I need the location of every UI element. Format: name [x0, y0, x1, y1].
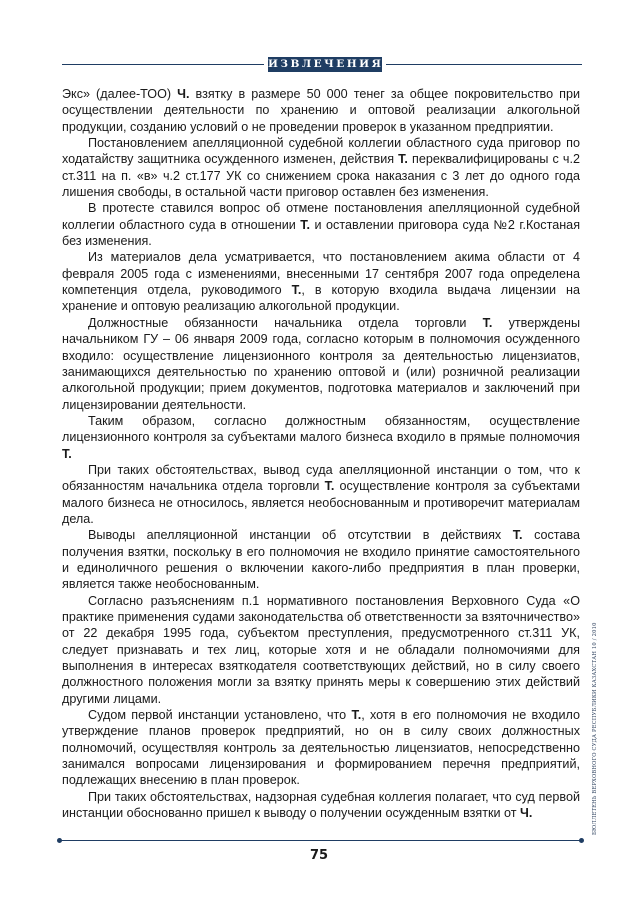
- paragraph-text: Из материалов дела усматривается, что постановлением акима области от 4 февраля 2005 года с изменениями, внесенными 17 сентября 2007 года определена компетенция отдела, руководимого: [62, 250, 580, 298]
- paragraph-text: В протесте ставился вопрос об отмене постановления апелляционной судебной коллегии областного суда в отношении: [62, 201, 580, 232]
- paragraph-text: При таких обстоятельствах, вывод суда апелляционной инстанции о том, что к обязанностям начальника отдела торговли: [62, 462, 580, 494]
- bold-name-initial: Т.: [300, 217, 311, 232]
- header-rule-left: [62, 64, 264, 65]
- paragraph-text: Выводы апелляционной инстанции об отсутствии в действиях: [88, 528, 513, 543]
- paragraph-text: состава получения взятки, поскольку в его полномочия не входило принятие самостоятельного и единоличного решения о включении какого-либо предприятия в план проверки, является также необоснованным.: [62, 528, 580, 592]
- paragraph-text: Экс» (далее-ТОО): [62, 87, 178, 101]
- paragraph: [62, 789, 580, 822]
- paragraph-text: осуществление контроля за субъектами малого бизнеса не относилось, является необоснованным и противоречит материалам дела.: [62, 479, 580, 526]
- bold-name-initial: Т.: [291, 283, 302, 298]
- bold-name-initial: Ч.: [177, 87, 190, 101]
- bold-name-initial: Т.: [62, 446, 72, 461]
- paragraph: [62, 462, 580, 527]
- bold-name-initial: Т.: [324, 479, 335, 494]
- paragraph: [62, 315, 580, 413]
- paragraph: [62, 135, 580, 200]
- bold-name-initial: Ч.: [520, 806, 533, 821]
- footer-rule-dot-left: [57, 838, 62, 843]
- paragraph: [62, 707, 580, 789]
- bold-name-initial: Т.: [398, 152, 408, 167]
- paragraph-text: Согласно разъяснениям п.1 нормативного постановления Верховного Суда «О практике применения судами законодательства об ответственности за взяточничество» от 22 декабря 1995 года, субъектом преступления, предусмотренного ст.311 УК, следует признавать и тех лиц, которые хотя и не обладали полномочиями для выполнения в интересах взяткодателя соответствующих действий, но в силу своего должностного положения могли за взятку принять меры к совершению этих действий другими лицами.: [62, 593, 580, 706]
- paragraph-text: При таких обстоятельствах, надзорная судебная коллегия полагает, что суд первой инстанции обоснованно пришел к выводу о получении осужденным взятки от: [62, 789, 580, 821]
- bold-name-initial: Т.: [351, 708, 362, 723]
- paragraph-text: переквалифицированы с ч.2 ст.311 на п. «в» ч.2 ст.177 УК со снижением срока наказания с 3 лет до одного года лишения свободы, в остальной части приговор оставлен без изменения.: [62, 152, 580, 200]
- paragraph: [62, 593, 580, 707]
- header-rule-right: [386, 64, 582, 65]
- paragraph: [62, 86, 580, 135]
- bold-name-initial: Т.: [512, 528, 523, 543]
- paragraph-text: , в которую входила выдача лицензии на хранение и оптовую реализацию алкогольной продукции.: [62, 283, 580, 314]
- paragraph-text: взятку в размере 50 000 тенег за общее покровительство при осуществлении деятельности по хранению и оптовой реализации алкогольной продукции, созданию условий о не проведении проверок в указанном предприятии.: [62, 87, 580, 134]
- paragraph: [62, 527, 580, 592]
- footer-rule: [60, 840, 582, 841]
- footer-rule-dot-right: [579, 838, 584, 843]
- section-title-badge: ИЗВЛЕЧЕНИЯ: [268, 58, 384, 70]
- paragraph: [62, 413, 580, 462]
- paragraph-text: Постановлением апелляционной судебной коллегии областного суда приговор по ходатайству защитника осужденного изменен, действия: [62, 136, 580, 167]
- journal-side-caption: БЮЛЛЕТЕНЬ ВЕРХОВНОГО СУДА РЕСПУБЛИКИ КАЗАХСТАН 10 / 2010: [592, 622, 598, 835]
- bold-name-initial: Т.: [482, 315, 493, 330]
- paragraph-text: Должностные обязанности начальника отдела торговли: [88, 315, 483, 330]
- paragraph: [62, 200, 580, 249]
- paragraph-text: утверждены начальником ГУ – 06 января 2009 года, согласно которым в полномочия осужденного входило: осуществление лицензионного контроля за деятельностью лицензиатов, занимающихся деятельностью по хранению оптовой и (или) розничной реализации алкогольной продукции; прием документов, подготовка материалов и заключений при лицензировании деятельности.: [62, 315, 580, 412]
- article-body: [62, 86, 580, 821]
- paragraph-text: и оставлении приговора суда №2 г.Костаная без изменения.: [62, 217, 581, 249]
- paragraph-text: Таким образом, согласно должностным обязанностям, осуществление лицензионного контроля за субъектами малого бизнеса входило в прямые полномочия: [62, 413, 580, 445]
- paragraph-text: , хотя в его полномочия не входило утверждение планов проверок предприятий, но он в силу своих должностных полномочий, осуществляя контроль за деятельностью лицензиатов, непосредственно занимался вопросами лицензирования и формированием перечня предприятий, подлежащих внесению в план проверок.: [62, 708, 580, 788]
- paragraph-text: Судом первой инстанции установлено, что: [88, 708, 352, 723]
- paragraph: [62, 249, 580, 314]
- page-number: 75: [309, 848, 329, 863]
